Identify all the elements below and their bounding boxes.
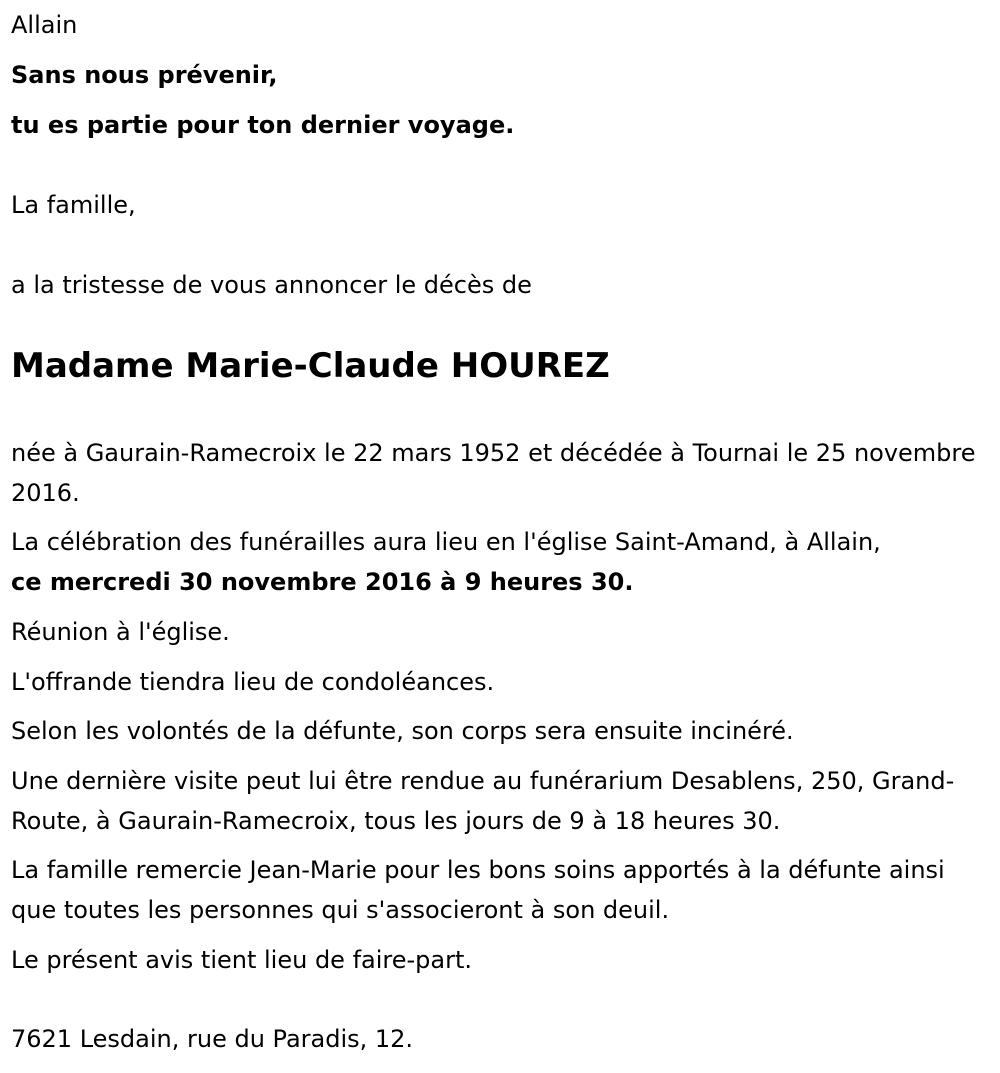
- address-text: 7621 Lesdain, rue du Paradis, 12.: [11, 1025, 414, 1053]
- meeting-text: Réunion à l'église.: [11, 618, 230, 646]
- poem-line-2: tu es partie pour ton dernier voyage.: [11, 111, 515, 139]
- thanks-text: La famille remercie Jean-Marie pour les bons soins apportés à la défunte ainsi que toutes les personnes qui s'associeront à son deuil.: [11, 856, 945, 924]
- offering-text: L'offrande tiendra lieu de condoléances.: [11, 668, 495, 696]
- poem-line-1: Sans nous prévenir,: [11, 61, 278, 89]
- visitation-text: Une dernière visite peut lui être rendue au funérarium Desablens, 250, Grand-Route, à Gaurain-Ramecroix, tous les jours de 9 à 18 heures 30.: [11, 767, 955, 835]
- cremation-text: Selon les volontés de la défunte, son corps sera ensuite incinéré.: [11, 717, 794, 745]
- announcement-notice-text: Le présent avis tient lieu de faire-part.: [11, 946, 473, 974]
- announcement-text: a la tristesse de vous annoncer le décès de: [11, 271, 532, 299]
- birth-death-text: née à Gaurain-Ramecroix le 22 mars 1952 et décédée à Tournai le 25 novembre 2016.: [11, 439, 976, 507]
- family-intro: La famille,: [11, 191, 136, 219]
- deceased-name: Madame Marie-Claude HOUREZ: [11, 346, 610, 386]
- funeral-location-text: La célébration des funérailles aura lieu en l'église Saint-Amand, à Allain,: [11, 528, 881, 556]
- funeral-datetime-text: ce mercredi 30 novembre 2016 à 9 heures 30.: [11, 568, 634, 596]
- location-label: Allain: [11, 11, 78, 39]
